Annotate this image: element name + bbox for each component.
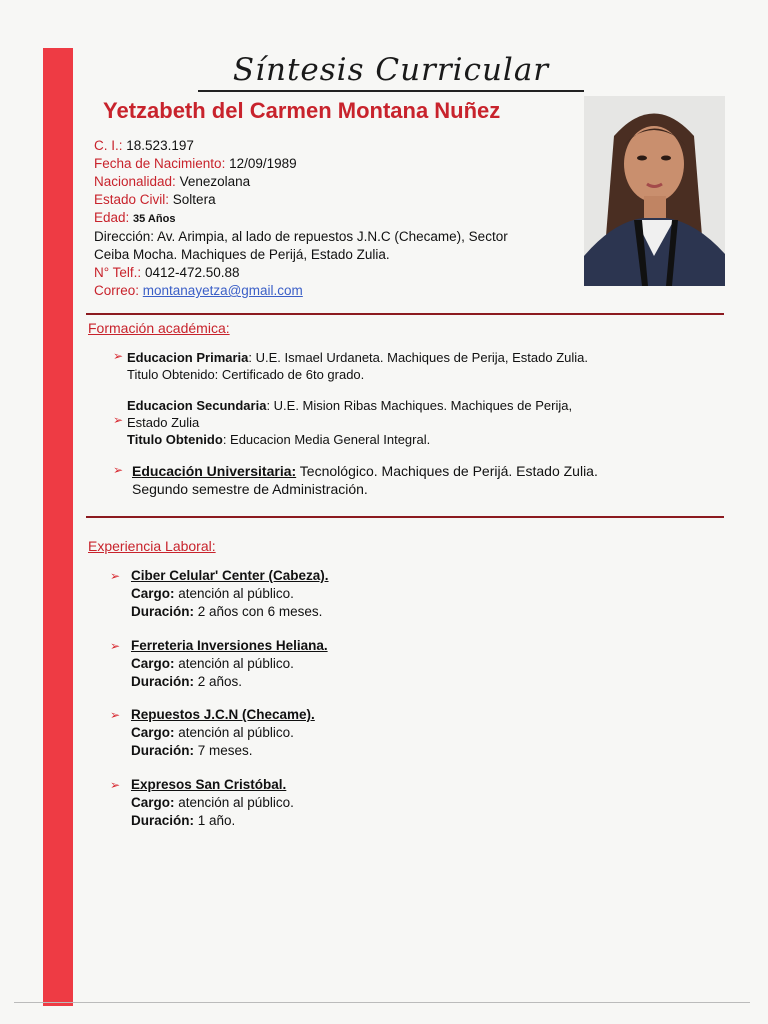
decorative-sidebar-bar: [43, 48, 73, 1006]
education-item-secondary: Educacion Secundaria: U.E. Mision Ribas Machiques. Machiques de Perija, Estado Zulia Titulo Obtenido: Educacion Media General Integral.: [127, 398, 573, 447]
experience-item: Ferreteria Inversiones Heliana. Cargo: atención al público. Duración: 2 años.: [131, 638, 328, 689]
nationality-row: Nacionalidad: Venezolana: [94, 174, 251, 189]
profile-photo: [584, 96, 725, 286]
experience-section-title: Experiencia Laboral:: [88, 538, 216, 554]
email-link[interactable]: montanayetza@gmail.com: [142, 283, 303, 298]
arrow-bullet-icon: ➢: [110, 569, 121, 583]
education-section-title: Formación académica:: [88, 320, 230, 336]
title-underline: [198, 90, 584, 92]
age-row: Edad: 35 Años: [94, 210, 176, 225]
ci-row: C. I.: 18.523.197: [94, 138, 194, 153]
education-section-divider: [86, 516, 724, 518]
education-item-primary: Educacion Primaria: U.E. Ismael Urdaneta. Machiques de Perija, Estado Zulia. Titulo Obtenido: Certificado de 6to grado.: [127, 350, 588, 382]
education-item-university: Educación Universitaria: Tecnológico. Machiques de Perijá. Estado Zulia. Segundo semestre de Administración.: [132, 463, 598, 497]
title-area: [198, 52, 584, 94]
footer-divider: [14, 1002, 750, 1003]
experience-item: Ciber Celular' Center (Cabeza). Cargo: atención al público. Duración: 2 años con 6 meses.: [131, 568, 329, 619]
experience-item: Expresos San Cristóbal. Cargo: atención al público. Duración: 1 año.: [131, 777, 294, 828]
arrow-bullet-icon: ➢: [110, 778, 121, 792]
contact-section-divider: [86, 313, 724, 315]
phone-row: N° Telf.: 0412-472.50.88: [94, 265, 240, 280]
portrait-illustration: [584, 96, 725, 286]
arrow-bullet-icon: ➢: [113, 413, 124, 427]
address-row: Dirección: Av. Arimpia, al lado de repuestos J.N.C (Checame), Sector: [94, 229, 508, 244]
arrow-bullet-icon: ➢: [110, 708, 121, 722]
experience-item: Repuestos J.C.N (Checame). Cargo: atención al público. Duración: 7 meses.: [131, 707, 315, 758]
civil-status-row: Estado Civil: Soltera: [94, 192, 216, 207]
email-row: Correo: montanayetza@gmail.com: [94, 283, 303, 298]
personal-info: [94, 137, 574, 300]
arrow-bullet-icon: ➢: [113, 463, 124, 477]
birth-row: Fecha de Nacimiento: 12/09/1989: [94, 156, 297, 171]
arrow-bullet-icon: ➢: [113, 349, 124, 363]
address-row-2: Ceiba Mocha. Machiques de Perijá, Estado Zulia.: [94, 247, 390, 262]
document-title: Síntesis Curricular: [232, 52, 550, 88]
arrow-bullet-icon: ➢: [110, 639, 121, 653]
person-name: Yetzabeth del Carmen Montana Nuñez: [103, 98, 501, 123]
